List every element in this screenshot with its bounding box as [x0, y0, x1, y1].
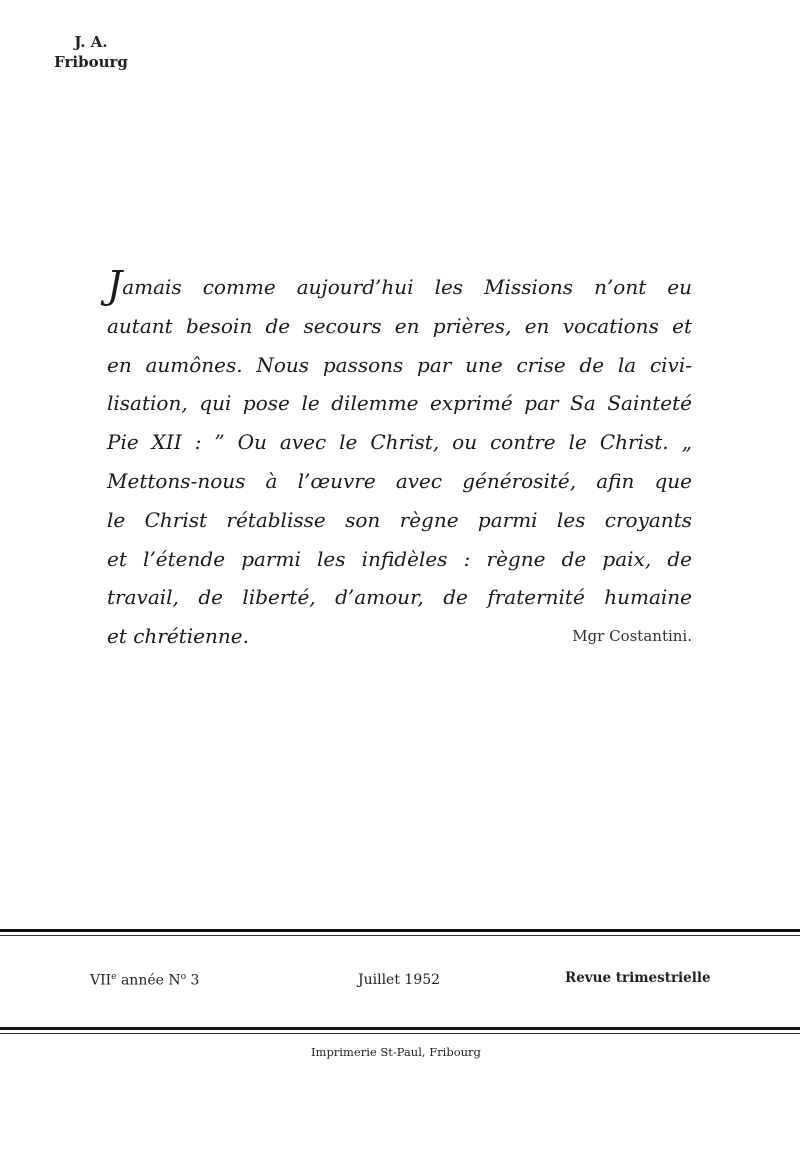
quote-line-10: et chrétienne. Mgr Costantini. — [107, 617, 692, 656]
quote-line-3: en aumônes. Nous passons par une crise de la civi- — [107, 352, 692, 377]
quote-line-2: autant besoin de secours en prières, en vocations et — [107, 313, 692, 338]
divider-bottom-thin — [0, 1033, 800, 1034]
quote-block — [107, 263, 692, 656]
printer-credit: Imprimerie St-Paul, Fribourg — [311, 1045, 481, 1059]
drop-cap: J — [107, 263, 123, 307]
quote-line-9: travail, de liberté, d’amour, de fraternité humaine — [107, 585, 692, 610]
quote-line-7: le Christ rétablisse son règne parmi les croyants — [107, 507, 692, 532]
quote-line-4: lisation, qui pose le dilemme exprimé par Sa Sainteté — [107, 391, 692, 416]
quote-line-5: Pie XII : ” Ou avec le Christ, ou contre le Christ. „ — [107, 430, 692, 455]
divider-top-thin — [0, 935, 800, 936]
issue-number: VIIe année $N^o$ 3 — [90, 972, 200, 989]
header-block — [46, 32, 136, 72]
issue-date: Juillet 1952 — [358, 972, 441, 988]
quote-line-8: et l’étende parmi les infidèles : règne de paix, de — [107, 546, 692, 571]
quote-line-6: Mettons-nous à l’œuvre avec générosité, afin que — [107, 468, 692, 493]
header-city: Fribourg — [54, 53, 128, 71]
issue-frequency: Revue trimestrielle — [565, 970, 711, 986]
quote-line-1: Jamais comme aujourd’hui les Missions n’ont eu — [107, 263, 692, 307]
divider-bottom — [0, 1027, 800, 1030]
quote-author: Mgr Costantini. — [572, 627, 692, 646]
header-initials: J. A. — [74, 33, 108, 51]
divider-top — [0, 929, 800, 932]
